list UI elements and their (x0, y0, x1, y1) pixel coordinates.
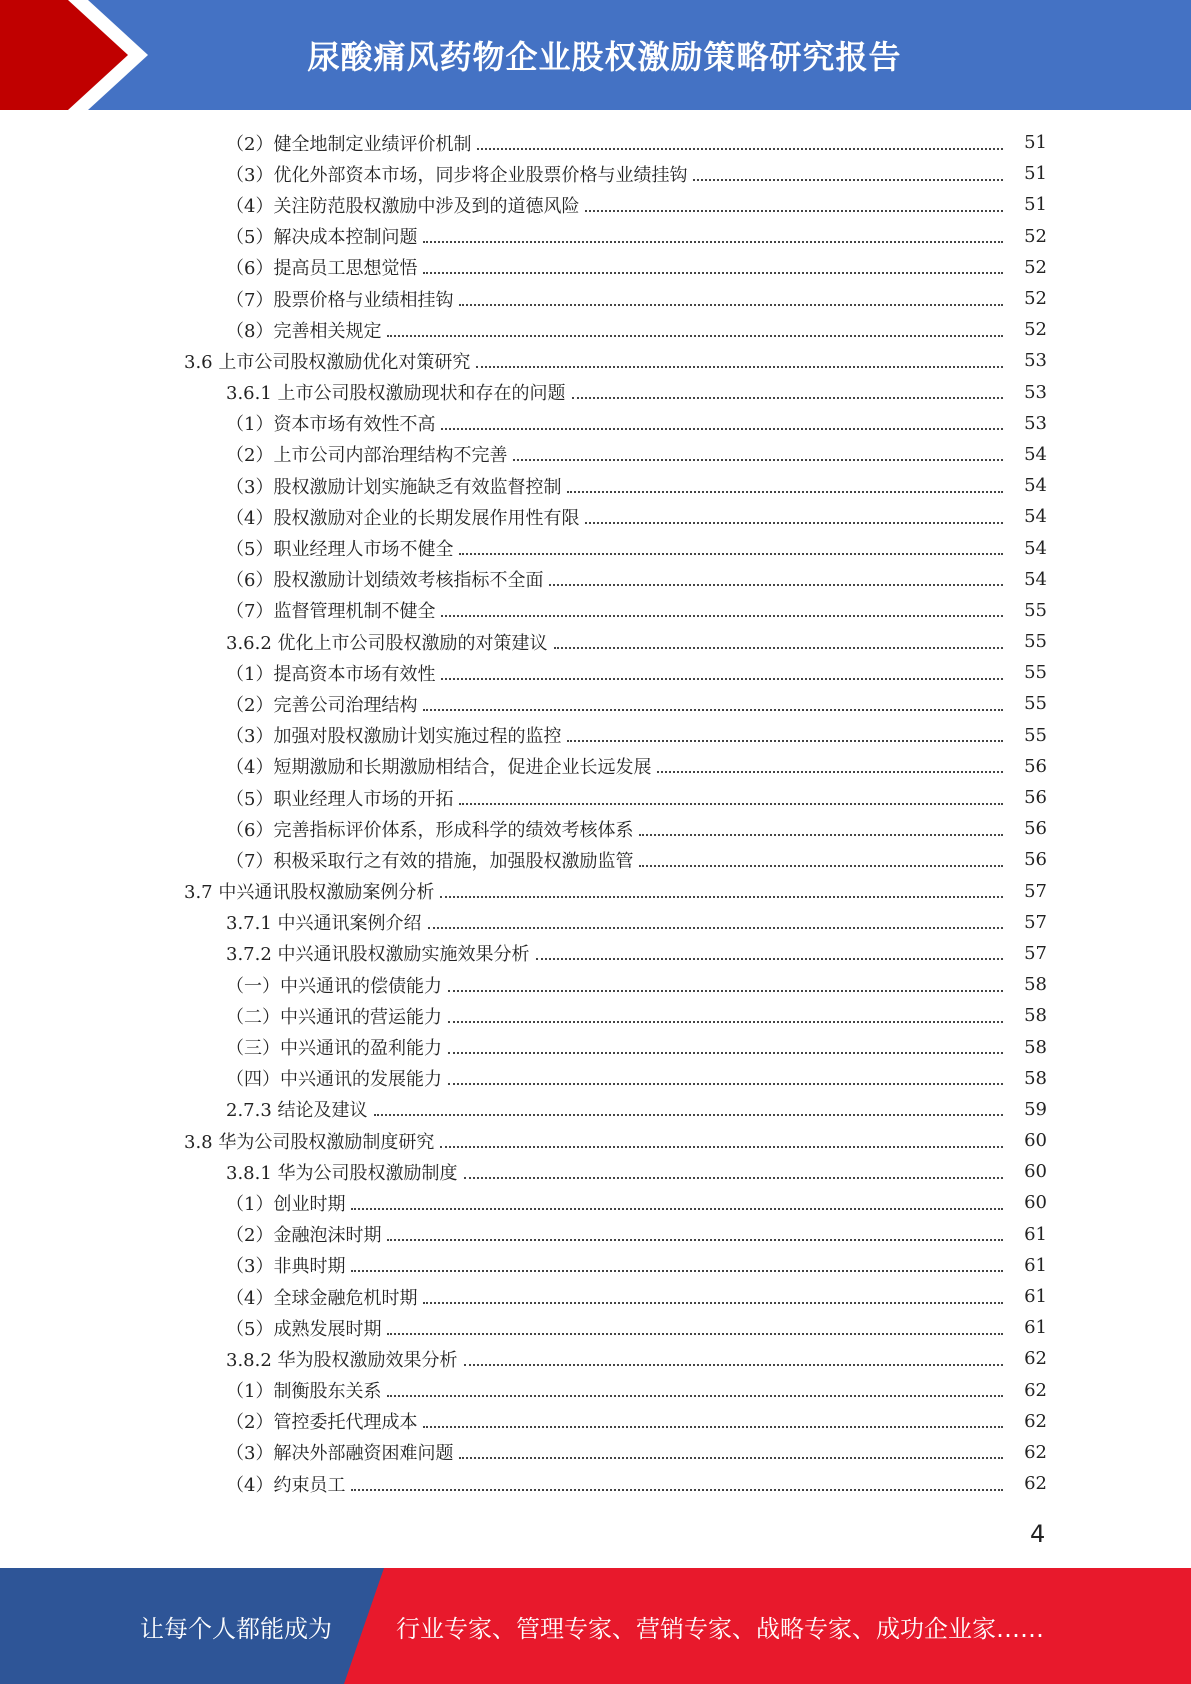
toc-entry[interactable] (0, 1375, 1191, 1406)
toc-entry-page: 55 (1024, 693, 1047, 715)
toc-entry[interactable] (0, 377, 1191, 408)
toc-entry[interactable] (0, 688, 1191, 719)
footer-slogan-right: 行业专家、管理专家、营销专家、战略专家、成功企业家…… (396, 1614, 1044, 1643)
toc-entry-page: 58 (1024, 1067, 1047, 1089)
report-title: 尿酸痛风药物企业股权激励策略研究报告 (307, 38, 902, 76)
toc-entry-page: 56 (1024, 818, 1047, 840)
toc-entry[interactable] (0, 969, 1191, 1000)
toc-dot-leader (536, 958, 1003, 960)
toc-entry-page: 56 (1024, 849, 1047, 871)
toc-entry-title: 3.8.1 华为公司股权激励制度 (226, 1159, 462, 1185)
toc-entry[interactable] (0, 1406, 1191, 1437)
toc-dot-leader (423, 1426, 1003, 1428)
toc-dot-leader (387, 335, 1003, 337)
toc-entry-title: （2）金融泡沫时期 (226, 1221, 385, 1247)
toc-entry[interactable] (0, 876, 1191, 907)
toc-entry[interactable] (0, 1343, 1191, 1374)
toc-entry-title: （2）完善公司治理结构 (226, 691, 421, 717)
toc-entry-title: （7）监督管理机制不健全 (226, 597, 439, 623)
toc-entry[interactable] (0, 844, 1191, 875)
page-number: 4 (1030, 1520, 1046, 1548)
toc-entry[interactable] (0, 1219, 1191, 1250)
toc-entry[interactable] (0, 408, 1191, 439)
toc-entry-title: （3）优化外部资本市场，同步将企业股票价格与业绩挂钩 (226, 161, 691, 187)
toc-entry-page: 60 (1024, 1192, 1047, 1214)
toc-entry[interactable] (0, 221, 1191, 252)
toc-entry[interactable] (0, 470, 1191, 501)
toc-entry-page: 61 (1024, 1223, 1047, 1245)
toc-dot-leader (549, 584, 1003, 586)
toc-dot-leader (448, 990, 1003, 992)
toc-dot-leader (423, 709, 1003, 711)
toc-entry-page: 60 (1024, 1161, 1047, 1183)
toc-entry-page: 56 (1024, 787, 1047, 809)
toc-entry-page: 54 (1024, 506, 1047, 528)
toc-dot-leader (464, 1177, 1003, 1179)
toc-entry[interactable] (0, 1312, 1191, 1343)
toc-dot-leader (464, 1364, 1003, 1366)
toc-entry-page: 55 (1024, 599, 1047, 621)
toc-entry-title: （5）成熟发展时期 (226, 1315, 385, 1341)
toc-dot-leader (459, 803, 1003, 805)
toc-dot-leader (448, 1052, 1003, 1054)
toc-dot-leader (423, 272, 1003, 274)
toc-entry[interactable] (0, 751, 1191, 782)
toc-entry-page: 52 (1024, 288, 1047, 310)
toc-dot-leader (477, 148, 1003, 150)
toc-entry-page: 59 (1024, 1098, 1047, 1120)
toc-entry-title: （6）完善指标评价体系，形成科学的绩效考核体系 (226, 816, 637, 842)
toc-entry[interactable] (0, 595, 1191, 626)
toc-entry-title: 3.7 中兴通讯股权激励案例分析 (184, 878, 438, 904)
toc-entry[interactable] (0, 1063, 1191, 1094)
toc-entry-page: 53 (1024, 412, 1047, 434)
toc-entry[interactable] (0, 532, 1191, 563)
toc-entry[interactable] (0, 907, 1191, 938)
toc-entry-title: （一）中兴通讯的偿债能力 (226, 972, 446, 998)
toc-dot-leader (448, 1021, 1003, 1023)
toc-dot-leader (585, 210, 1003, 212)
toc-entry-title: 3.7.1 中兴通讯案例介绍 (226, 909, 426, 935)
toc-dot-leader (351, 1208, 1003, 1210)
toc-entry[interactable] (0, 1281, 1191, 1312)
toc-entry[interactable] (0, 1094, 1191, 1125)
toc-entry[interactable] (0, 439, 1191, 470)
toc-dot-leader (572, 397, 1003, 399)
toc-entry[interactable] (0, 1156, 1191, 1187)
toc-entry-title: 3.8.2 华为股权激励效果分析 (226, 1346, 462, 1372)
toc-dot-leader (351, 1270, 1003, 1272)
toc-dot-leader (476, 366, 1003, 368)
toc-entry-page: 52 (1024, 225, 1047, 247)
toc-entry-page: 54 (1024, 537, 1047, 559)
toc-entry-title: （4）关注防范股权激励中涉及到的道德风险 (226, 192, 583, 218)
toc-dot-leader (351, 1489, 1003, 1491)
toc-dot-leader (440, 1146, 1003, 1148)
toc-dot-leader (459, 1457, 1003, 1459)
toc-entry[interactable] (0, 127, 1191, 158)
toc-dot-leader (639, 834, 1003, 836)
toc-entry-title: （二）中兴通讯的营运能力 (226, 1003, 446, 1029)
toc-dot-leader (441, 678, 1003, 680)
toc-entry[interactable] (0, 1437, 1191, 1468)
toc-dot-leader (387, 1239, 1003, 1241)
toc-entry-title: （4）股权激励对企业的长期发展作用性有限 (226, 504, 583, 530)
toc-dot-leader (428, 927, 1003, 929)
toc-entry-page: 54 (1024, 475, 1047, 497)
toc-dot-leader (441, 615, 1003, 617)
toc-entry[interactable] (0, 189, 1191, 220)
toc-entry-title: （3）加强对股权激励计划实施过程的监控 (226, 722, 565, 748)
toc-entry-page: 62 (1024, 1441, 1047, 1463)
toc-dot-leader (585, 522, 1003, 524)
toc-entry-page: 62 (1024, 1348, 1047, 1370)
toc-dot-leader (387, 1395, 1003, 1397)
toc-entry-page: 62 (1024, 1410, 1047, 1432)
toc-entry[interactable] (0, 782, 1191, 813)
toc-entry-title: （3）解决外部融资困难问题 (226, 1439, 457, 1465)
toc-dot-leader (423, 1302, 1003, 1304)
toc-entry-title: （4）短期激励和长期激励相结合，促进企业长远发展 (226, 753, 655, 779)
toc-dot-leader (459, 304, 1003, 306)
toc-entry-title: （1）创业时期 (226, 1190, 349, 1216)
toc-entry-title: 3.6.1 上市公司股权激励现状和存在的问题 (226, 379, 570, 405)
toc-entry-title: （3）股权激励计划实施缺乏有效监督控制 (226, 473, 565, 499)
toc-entry-title: （5）职业经理人市场的开拓 (226, 785, 457, 811)
page-header (0, 0, 1191, 110)
toc-entry-title: （6）股权激励计划绩效考核指标不全面 (226, 566, 547, 592)
toc-entry-title: （3）非典时期 (226, 1252, 349, 1278)
toc-entry[interactable] (0, 501, 1191, 532)
toc-entry-title: （2）健全地制定业绩评价机制 (226, 130, 475, 156)
toc-dot-leader (441, 428, 1003, 430)
toc-entry-title: （2）管控委托代理成本 (226, 1408, 421, 1434)
toc-entry-page: 51 (1024, 194, 1047, 216)
toc-dot-leader (440, 896, 1003, 898)
toc-entry-title: （5）职业经理人市场不健全 (226, 535, 457, 561)
toc-dot-leader (639, 865, 1003, 867)
toc-entry[interactable] (0, 720, 1191, 751)
toc-entry-page: 54 (1024, 443, 1047, 465)
toc-entry-title: 3.7.2 中兴通讯股权激励实施效果分析 (226, 940, 534, 966)
toc-dot-leader (387, 1333, 1003, 1335)
toc-entry[interactable] (0, 657, 1191, 688)
toc-entry[interactable] (0, 283, 1191, 314)
toc-entry-page: 58 (1024, 1036, 1047, 1058)
toc-entry[interactable] (0, 1468, 1191, 1499)
toc-entry-title: 3.8 华为公司股权激励制度研究 (184, 1128, 438, 1154)
toc-entry[interactable] (0, 158, 1191, 189)
toc-dot-leader (374, 1114, 1003, 1116)
toc-entry-title: （7）股票价格与业绩相挂钩 (226, 286, 457, 312)
toc-entry-page: 52 (1024, 319, 1047, 341)
toc-entry[interactable] (0, 813, 1191, 844)
toc-entry-page: 56 (1024, 755, 1047, 777)
toc-entry[interactable] (0, 345, 1191, 376)
toc-entry-title: （4）全球金融危机时期 (226, 1284, 421, 1310)
toc-entry-page: 57 (1024, 880, 1047, 902)
toc-dot-leader (513, 459, 1003, 461)
toc-entry[interactable] (0, 1187, 1191, 1218)
toc-entry-page: 53 (1024, 350, 1047, 372)
toc-entry-title: （5）解决成本控制问题 (226, 223, 421, 249)
toc-entry-title: 2.7.3 结论及建议 (226, 1096, 372, 1122)
toc-dot-leader (554, 647, 1003, 649)
toc-entry-page: 61 (1024, 1254, 1047, 1276)
toc-entry-title: （四）中兴通讯的发展能力 (226, 1065, 446, 1091)
toc-entry-page: 57 (1024, 942, 1047, 964)
footer-slogan-left: 让每个人都能成为 (140, 1614, 332, 1643)
toc-dot-leader (567, 491, 1003, 493)
toc-entry-page: 51 (1024, 163, 1047, 185)
toc-entry[interactable] (0, 938, 1191, 969)
toc-entry-page: 51 (1024, 132, 1047, 154)
toc-entry-page: 58 (1024, 1005, 1047, 1027)
table-of-contents (0, 127, 1191, 1499)
toc-entry[interactable] (0, 1250, 1191, 1281)
toc-entry-page: 57 (1024, 911, 1047, 933)
toc-entry-title: （8）完善相关规定 (226, 317, 385, 343)
toc-entry-title: （1）提高资本市场有效性 (226, 660, 439, 686)
toc-entry-title: 3.6 上市公司股权激励优化对策研究 (184, 348, 474, 374)
toc-entry-page: 61 (1024, 1317, 1047, 1339)
toc-entry[interactable] (0, 564, 1191, 595)
toc-entry-page: 60 (1024, 1130, 1047, 1152)
toc-entry-title: （4）约束员工 (226, 1471, 349, 1497)
toc-entry-page: 58 (1024, 974, 1047, 996)
toc-dot-leader (657, 771, 1003, 773)
toc-entry[interactable] (0, 252, 1191, 283)
toc-dot-leader (693, 179, 1003, 181)
toc-dot-leader (459, 553, 1003, 555)
toc-entry-title: （1）资本市场有效性不高 (226, 410, 439, 436)
toc-entry-page: 62 (1024, 1379, 1047, 1401)
toc-entry-title: （三）中兴通讯的盈利能力 (226, 1034, 446, 1060)
toc-entry[interactable] (0, 314, 1191, 345)
toc-entry-page: 62 (1024, 1473, 1047, 1495)
toc-entry-page: 61 (1024, 1286, 1047, 1308)
toc-entry-page: 54 (1024, 568, 1047, 590)
toc-dot-leader (567, 740, 1003, 742)
toc-entry-title: （6）提高员工思想觉悟 (226, 254, 421, 280)
toc-entry-title: （7）积极采取行之有效的措施，加强股权激励监管 (226, 847, 637, 873)
toc-entry-title: （2）上市公司内部治理结构不完善 (226, 441, 511, 467)
toc-dot-leader (448, 1083, 1003, 1085)
toc-entry[interactable] (0, 1125, 1191, 1156)
toc-entry[interactable] (0, 1000, 1191, 1031)
toc-entry-page: 55 (1024, 662, 1047, 684)
toc-entry-page: 53 (1024, 381, 1047, 403)
page-footer (0, 1568, 1191, 1684)
toc-entry[interactable] (0, 626, 1191, 657)
toc-entry-title: 3.6.2 优化上市公司股权激励的对策建议 (226, 629, 552, 655)
toc-entry-page: 55 (1024, 724, 1047, 746)
toc-entry[interactable] (0, 1031, 1191, 1062)
toc-entry-title: （1）制衡股东关系 (226, 1377, 385, 1403)
toc-entry-page: 52 (1024, 256, 1047, 278)
toc-dot-leader (423, 241, 1003, 243)
toc-entry-page: 55 (1024, 631, 1047, 653)
